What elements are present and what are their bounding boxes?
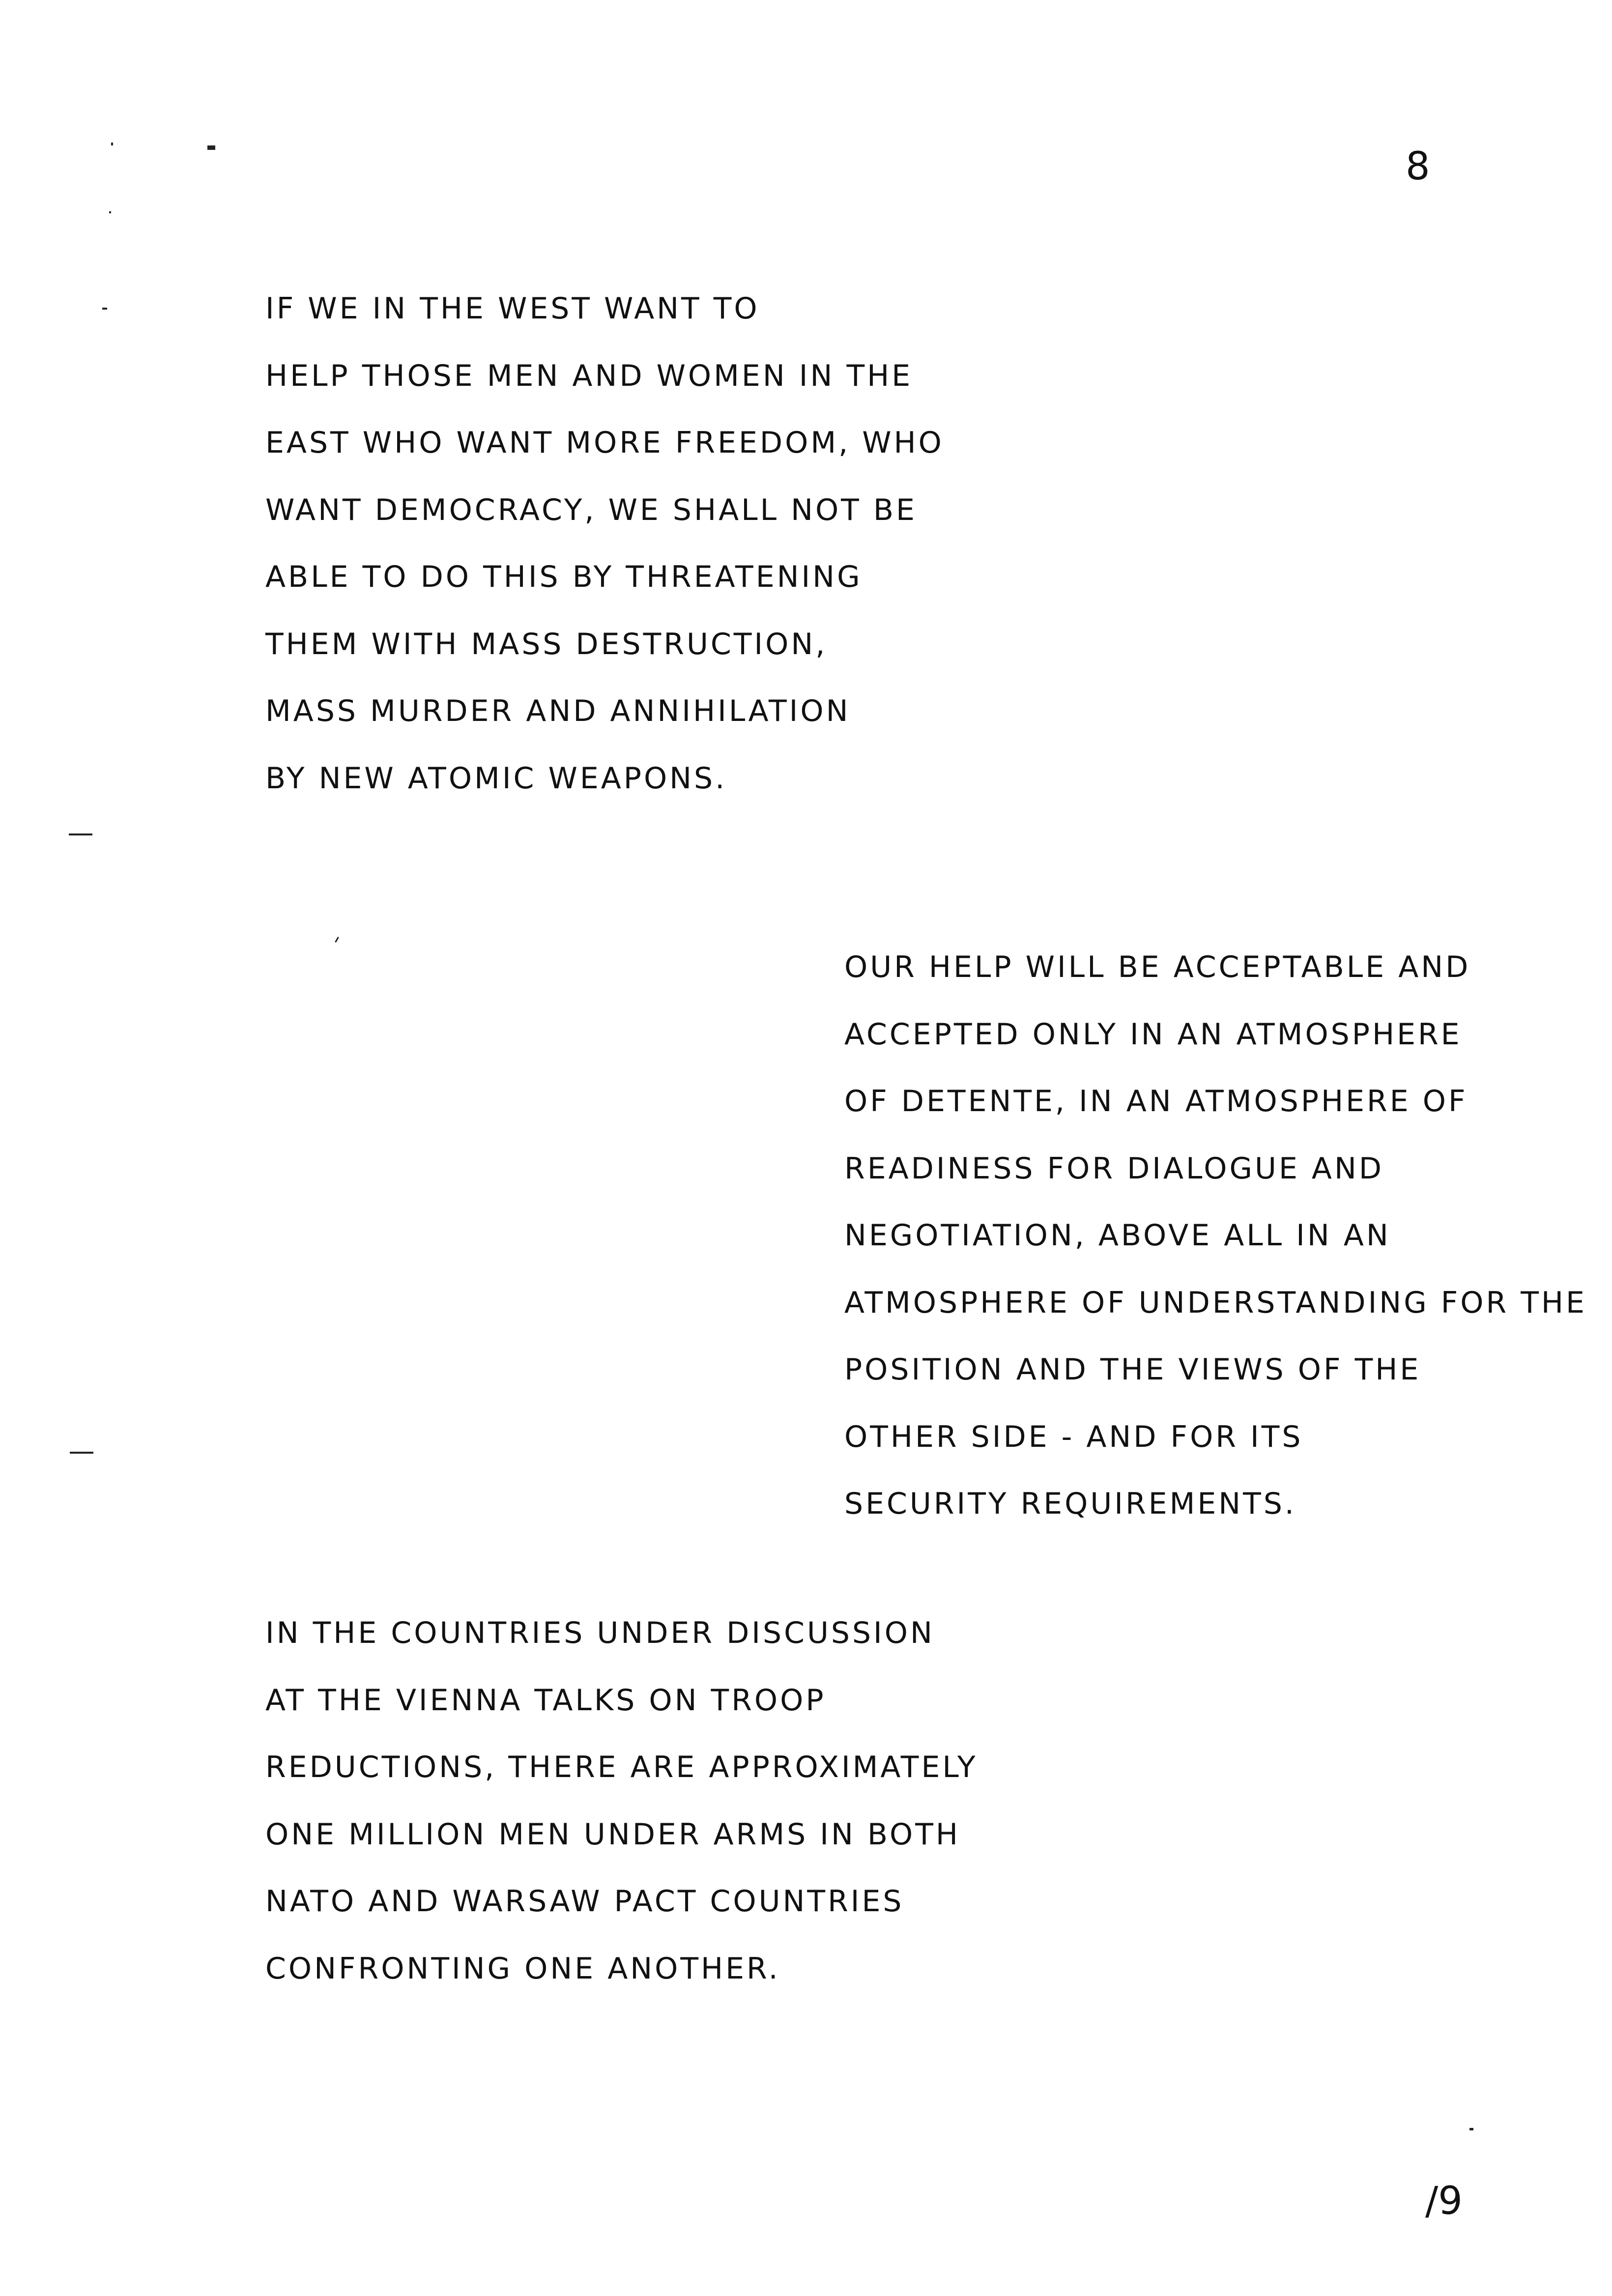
text-line: OTHER SIDE - AND FOR ITS — [844, 1419, 1303, 1454]
text-line: MASS MURDER AND ANNIHILATION — [265, 694, 851, 728]
scan-speck — [1469, 2128, 1473, 2130]
text-line: ACCEPTED ONLY IN AN ATMOSPHERE — [844, 1017, 1462, 1052]
text-line: IF WE IN THE WEST WANT TO — [265, 291, 760, 326]
text-line: READINESS FOR DIALOGUE AND — [844, 1151, 1384, 1186]
scan-speck — [102, 308, 107, 310]
scan-speck — [111, 143, 113, 145]
text-line: SECURITY REQUIREMENTS. — [844, 1487, 1296, 1521]
scan-speck — [207, 145, 215, 150]
text-line: IN THE COUNTRIES UNDER DISCUSSION — [265, 1616, 935, 1650]
margin-mark — [69, 833, 92, 835]
page-number: 8 — [1406, 144, 1431, 189]
text-line: OF DETENTE, IN AN ATMOSPHERE OF — [844, 1084, 1468, 1119]
scan-speck — [109, 211, 111, 213]
text-line: BY NEW ATOMIC WEAPONS. — [265, 761, 727, 796]
text-line: EAST WHO WANT MORE FREEDOM, WHO — [265, 426, 944, 460]
text-line: POSITION AND THE VIEWS OF THE — [844, 1352, 1421, 1387]
text-line: ATMOSPHERE OF UNDERSTANDING FOR THE — [844, 1285, 1587, 1320]
text-line: CONFRONTING ONE ANOTHER. — [265, 1951, 780, 1986]
text-line: AT THE VIENNA TALKS ON TROOP — [265, 1683, 826, 1718]
text-line: OUR HELP WILL BE ACCEPTABLE AND — [844, 950, 1471, 984]
margin-mark — [70, 1452, 93, 1454]
text-line: NATO AND WARSAW PACT COUNTRIES — [265, 1884, 904, 1919]
paragraph-detente — [844, 934, 1587, 1538]
continuation-marker: /9 — [1425, 2179, 1463, 2223]
text-line: REDUCTIONS, THERE ARE APPROXIMATELY — [265, 1750, 978, 1784]
paragraph-vienna-talks — [265, 1600, 978, 2002]
text-line: NEGOTIATION, ABOVE ALL IN AN — [844, 1218, 1391, 1253]
text-line: ABLE TO DO THIS BY THREATENING — [265, 560, 863, 594]
scan-speck — [335, 937, 339, 943]
paragraph-west-help — [265, 275, 944, 812]
text-line: THEM WITH MASS DESTRUCTION, — [265, 627, 828, 661]
text-line: HELP THOSE MEN AND WOMEN IN THE — [265, 358, 913, 393]
text-line: WANT DEMOCRACY, WE SHALL NOT BE — [265, 492, 917, 527]
text-line: ONE MILLION MEN UNDER ARMS IN BOTH — [265, 1817, 961, 1852]
